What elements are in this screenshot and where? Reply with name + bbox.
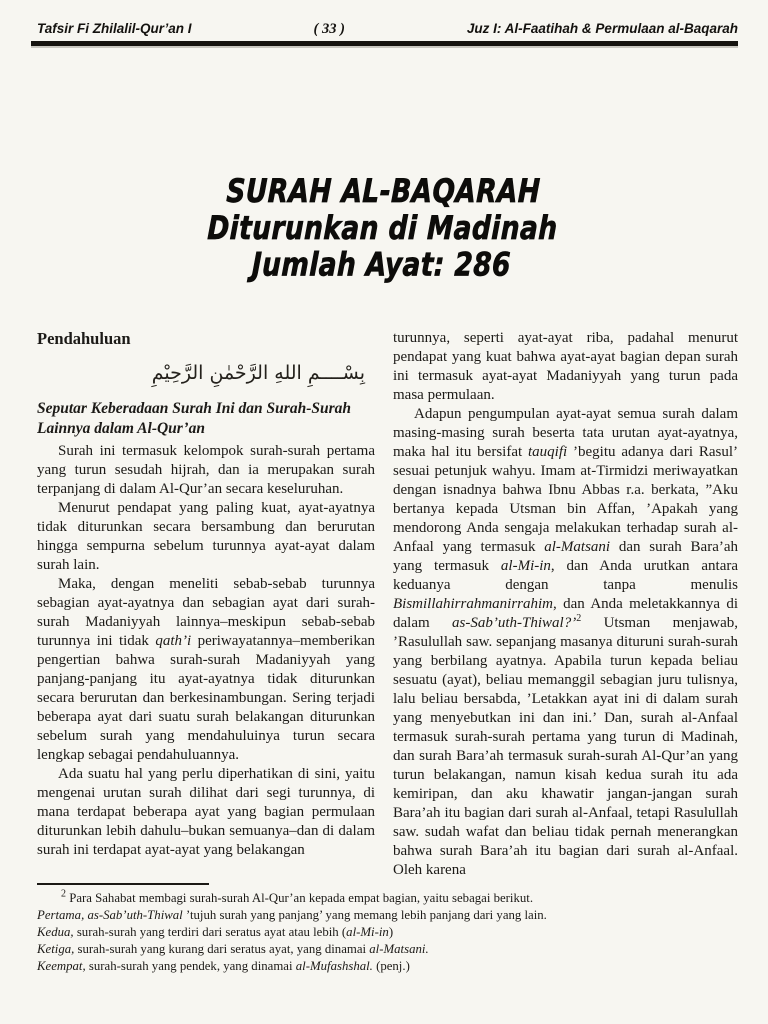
text-run: , dan Anda meletakkannya di dalam bbox=[393, 596, 738, 631]
text-run: Ketiga, bbox=[37, 942, 75, 956]
text-run: dan surah Bara’ah yang termasuk bbox=[393, 539, 738, 574]
text-run: , dan Anda urutkan antara keduanya dengan tanpa menulis bbox=[393, 558, 738, 593]
text-run: ’begitu adanya dari Rasul’ sesuai petunjuk wahyu. Imam at-Tirmidzi meriwayatkan dengan isnadnya bahwa Ibnu Abbas r.a. berkata, ”Aku bertanya kepada Utsman bin Affan, ’Apakah yang mendorong Anda sengaja melakukan terhadap surah al-Anfaal yang termasuk bbox=[393, 444, 738, 555]
paragraph bbox=[37, 499, 375, 575]
text-run: Pertama, as-Sab’uth-Thiwal bbox=[37, 908, 183, 922]
text-run: Menurut pendapat yang paling kuat, ayat-ayatnya tidak diturunkan secara bersambung dan berurutan hingga sempurna sebelum turunnya ayat-ayat dalam surah lain. bbox=[37, 500, 375, 573]
left-column bbox=[37, 329, 375, 881]
footnote-marker: 2 bbox=[61, 888, 66, 900]
paragraph bbox=[37, 575, 375, 765]
bismillah-calligraphy: بِسْــــمِ اللهِ الرَّحْمٰنِ الرَّحِيْمِ bbox=[151, 362, 365, 384]
surah-title-line1: SURAH AL-BAQARAH bbox=[225, 172, 542, 211]
text-run: ’tujuh surah yang panjang’ yang memang lebih panjang dari yang lain. bbox=[182, 908, 547, 922]
section-heading-pendahuluan: Pendahuluan bbox=[37, 329, 131, 348]
text-run: Ada suatu hal yang perlu diperhatikan di sini, yaitu mengenai urutan surah dilihat dari segi turunnya, di mana terdapat beberapa ayat yang bagian permulaan diturunkan lebih dahulu–bukan semuanya–dan di dalam surah ini terdapat ayat-ayat yang belakangan bbox=[37, 766, 375, 858]
text-run: Utsman menjawab, ’Rasulullah saw. sepanjang masanya dituruni surah-surah yang berbilang ayatnya. Apabila turun kepada beliau sesuatu (ayat), beliau memanggil sebagian juru tulisnya, lalu beliau bersabda, ’Letakkan ayat ini di dalam surah yang menyebutkan ini dan ini.’ Dan, surah al-Anfaal termasuk surah-surah pertama yang turun di Madinah, dan surah Bara’ah termasuk surah-surah Al-Qur’an yang turun belakangan, namun kisah kedua surah itu ada kemiripan, dan aku khawatir jangan-jangan surah Bara’ah itu bagian dari surah al-Anfaal, tetapi Rasulullah saw. sudah wafat dan beliau tidak pernah menerangkan bahwa surah Bara’ah itu bagian dari surah al-Anfaal. Oleh karena bbox=[393, 615, 738, 878]
paragraph bbox=[37, 907, 738, 924]
paragraph bbox=[37, 924, 738, 941]
surah-title-block bbox=[43, 174, 722, 284]
text-run: ) bbox=[388, 925, 394, 939]
text-run: surah-surah yang pendek, yang dinamai bbox=[85, 959, 296, 973]
text-run: Kedua, bbox=[37, 925, 74, 939]
text-run: Surah ini termasuk kelompok surah-surah pertama yang turun sesudah hijrah, dan ia merupakan surah terpanjang di dalam Al-Qur’an secara keseluruhan. bbox=[37, 443, 375, 497]
running-title-left: Tafsir Fi Zhilalil-Qur’an I bbox=[37, 21, 192, 36]
running-head bbox=[0, 0, 768, 38]
page-number: ( 33 ) bbox=[313, 21, 345, 37]
paragraph bbox=[37, 941, 738, 958]
right-column-text bbox=[393, 329, 738, 880]
text-run: Keempat, bbox=[37, 959, 86, 973]
subsection-heading: Seputar Keberadaan Surah Ini dan Surah-Surah Lainnya dalam Al-Qur’an bbox=[37, 400, 352, 437]
text-run: Adapun pengumpulan ayat-ayat semua surah dalam masing-masing surah beserta tata urutan ayat-ayatnya, maka hal itu bersifat bbox=[393, 406, 738, 460]
left-column-text bbox=[37, 442, 375, 860]
text-run: (penj.) bbox=[372, 959, 410, 973]
text-run: surah-surah yang kurang dari seratus ayat, yang dinamai bbox=[74, 942, 370, 956]
paragraph bbox=[37, 442, 375, 499]
text-run: as-Sab’uth-Thiwal?’ bbox=[452, 615, 577, 631]
text-run: al-Matsani bbox=[544, 539, 611, 555]
header-rule bbox=[31, 41, 738, 46]
text-run: Bismillahirrahmanirrahim bbox=[393, 596, 554, 612]
surah-title-line2: Diturunkan di Madinah bbox=[206, 209, 559, 248]
footnote-section bbox=[37, 883, 738, 975]
paragraph bbox=[37, 765, 375, 860]
text-run: al-Matsani. bbox=[369, 942, 429, 956]
text-run: Para Sahabat membagi surah-surah Al-Qur’an kepada empat bagian, yaitu sebagai berikut. bbox=[66, 891, 534, 905]
text-run: al-Mufashshal. bbox=[295, 959, 373, 973]
text-run: surah-surah yang terdiri dari seratus ayat atau lebih ( bbox=[73, 925, 347, 939]
footnote-marker: 2 bbox=[576, 613, 582, 624]
paragraph bbox=[393, 405, 738, 880]
text-run: tauqifi bbox=[528, 444, 568, 460]
paragraph bbox=[37, 958, 738, 975]
text-run: periwayatannya–memberikan pengertian bahwa surah-surah Madaniyyah yang panjang-panjang itu ayat-ayatnya tidak diturunkan secara berurutan dan berkesinambungan. Sering terjadi beberapa ayat dari suatu surah belakangan diturunkan sebelum surah yang mendahuluinya turun secara lengkap sebagai pendahuluannya. bbox=[37, 633, 376, 763]
surah-title-line3: Jumlah Ayat: 286 bbox=[251, 246, 512, 285]
text-run: al-Mi-in bbox=[346, 925, 389, 939]
text-run: Maka, dengan meneliti sebab-sebab turunnya sebagian ayat-ayatnya dan sebagian ayat dari surah-surah Madaniyyah lainnya–meskipun sebab-sebab turunnya ini tidak bbox=[37, 576, 375, 649]
text-run: al-Mi-in bbox=[500, 558, 551, 574]
paragraph bbox=[37, 890, 738, 907]
text-run: qath’i bbox=[155, 633, 192, 649]
footnote-text bbox=[37, 890, 738, 975]
body-columns bbox=[37, 329, 738, 881]
footnote-rule bbox=[37, 883, 209, 885]
right-column bbox=[393, 329, 738, 881]
text-run: turunnya, seperti ayat-ayat riba, padahal menurut pendapat yang kuat bahwa ayat-ayat bagian depan surah ini termasuk ayat-ayat Madaniyyah yang turun pada masa permulaan. bbox=[393, 330, 738, 403]
running-title-right: Juz I: Al-Faatihah & Permulaan al-Baqarah bbox=[466, 21, 738, 36]
paragraph bbox=[393, 329, 738, 405]
